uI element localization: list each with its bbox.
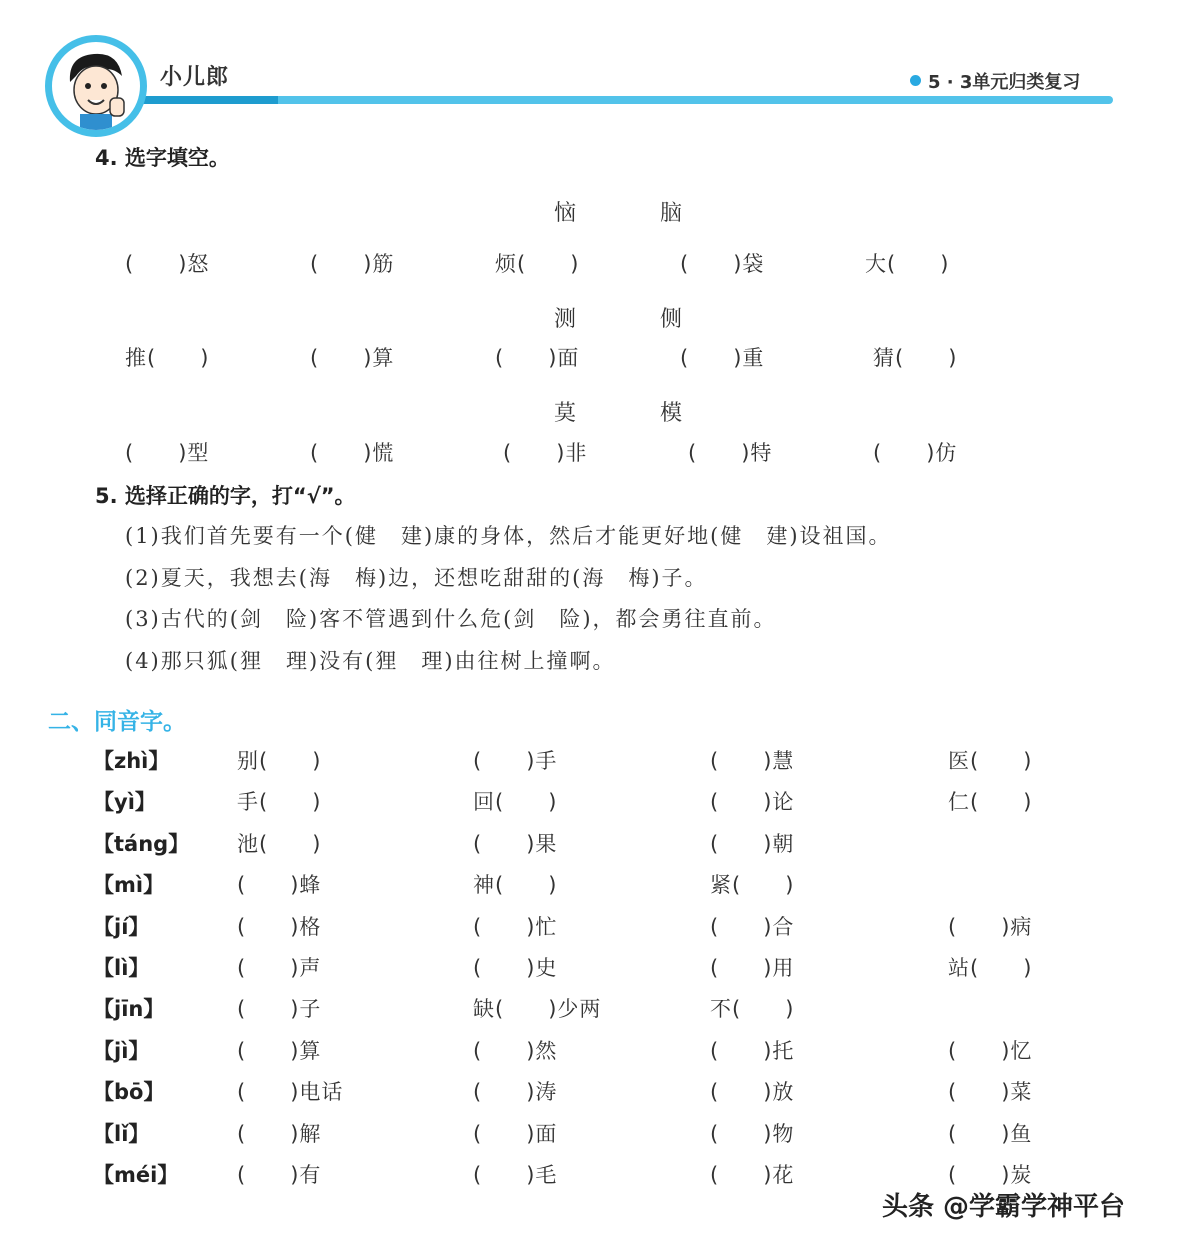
homophone-cell: 回( ) [473, 790, 558, 814]
homophone-cell: ( )合 [710, 915, 795, 939]
homophone-cell: 缺( )少两 [473, 997, 602, 1021]
fill-blank-cell: ( )特 [688, 441, 773, 465]
fill-blank-cell: 烦( ) [495, 252, 580, 276]
fill-blank-cell: 大( ) [865, 252, 950, 276]
homophone-cell: ( )忆 [948, 1039, 1033, 1063]
fill-blank-cell: ( )重 [680, 346, 765, 370]
homophone-cell: ( )格 [237, 915, 322, 939]
homophone-cell: ( )声 [237, 956, 322, 980]
homophone-cell: ( )托 [710, 1039, 795, 1063]
homophone-cell: ( )子 [237, 997, 322, 1021]
pinyin-label: 【méi】 [93, 1163, 179, 1187]
pinyin-label: 【lì】 [93, 956, 150, 980]
homophone-cell: ( )然 [473, 1039, 558, 1063]
fill-blank-cell: 猜( ) [873, 346, 958, 370]
fill-blank-cell: ( )仿 [873, 441, 958, 465]
homophone-cell: ( )电话 [237, 1080, 344, 1104]
fill-blank-cell: ( )慌 [310, 441, 395, 465]
homophone-cell: ( )忙 [473, 915, 558, 939]
sentence-item: (3)古代的(剑 险)客不管遇到什么危(剑 险)，都会勇往直前。 [125, 607, 777, 631]
homophone-cell: 紧( ) [710, 873, 795, 897]
homophone-cell: ( )朝 [710, 832, 795, 856]
char-pair-option: 脑 [660, 201, 683, 226]
char-pair-option: 侧 [660, 307, 683, 332]
homophone-cell: ( )毛 [473, 1163, 558, 1187]
mascot-logo [45, 35, 147, 137]
homophone-cell: ( )解 [237, 1122, 322, 1146]
homophone-cell: 仁( ) [948, 790, 1033, 814]
pinyin-label: 【lǐ】 [93, 1122, 150, 1146]
homophone-cell: ( )放 [710, 1080, 795, 1104]
section-title: 二、同音字。 [48, 709, 186, 735]
homophone-cell: ( )花 [710, 1163, 795, 1187]
homophone-cell: ( )蜂 [237, 873, 322, 897]
homophone-cell: 医( ) [948, 749, 1033, 773]
fill-blank-cell: ( )面 [495, 346, 580, 370]
homophone-cell: 池( ) [237, 832, 322, 856]
homophone-cell: ( )病 [948, 915, 1033, 939]
homophone-cell: ( )论 [710, 790, 795, 814]
header-bar-accent [138, 96, 278, 104]
question-5-title: 5. 选择正确的字，打“√”。 [95, 484, 356, 508]
fill-blank-cell: 推( ) [125, 346, 210, 370]
char-pair-option: 莫 [554, 401, 577, 426]
homophone-cell: ( )算 [237, 1039, 322, 1063]
unit-title: 5 · 3单元归类复习 [928, 72, 1081, 93]
char-pair-option: 模 [660, 401, 683, 426]
pinyin-label: 【jí】 [93, 915, 150, 939]
homophone-cell: 不( ) [710, 997, 795, 1021]
brand-name: 小儿郎 [160, 65, 230, 90]
homophone-cell: ( )史 [473, 956, 558, 980]
fill-blank-cell: ( )筋 [310, 252, 395, 276]
homophone-cell: ( )菜 [948, 1080, 1033, 1104]
fill-blank-cell: ( )型 [125, 441, 210, 465]
homophone-cell: ( )有 [237, 1163, 322, 1187]
fill-blank-cell: ( )非 [503, 441, 588, 465]
homophone-cell: ( )炭 [948, 1163, 1033, 1187]
homophone-cell: 站( ) [948, 956, 1033, 980]
fill-blank-cell: ( )怒 [125, 252, 210, 276]
homophone-cell: 别( ) [237, 749, 322, 773]
question-4-title: 4. 选字填空。 [95, 146, 230, 170]
sentence-item: (2)夏天，我想去(海 梅)边，还想吃甜甜的(海 梅)子。 [125, 566, 708, 590]
homophone-cell: 手( ) [237, 790, 322, 814]
pinyin-label: 【táng】 [93, 832, 190, 856]
header-bar [138, 96, 1113, 104]
homophone-cell: 神( ) [473, 873, 558, 897]
pinyin-label: 【yì】 [93, 790, 156, 814]
bullet-dot-icon [910, 75, 921, 86]
sentence-item: (4)那只狐(狸 理)没有(狸 理)由往树上撞啊。 [125, 649, 616, 673]
fill-blank-cell: ( )算 [310, 346, 395, 370]
char-pair-option: 恼 [554, 201, 577, 226]
pinyin-label: 【zhì】 [93, 749, 170, 773]
char-pair-option: 测 [554, 307, 577, 332]
fill-blank-cell: ( )袋 [680, 252, 765, 276]
homophone-cell: ( )果 [473, 832, 558, 856]
homophone-cell: ( )用 [710, 956, 795, 980]
pinyin-label: 【jì】 [93, 1039, 150, 1063]
sentence-item: (1)我们首先要有一个(健 建)康的身体，然后才能更好地(健 建)设祖国。 [125, 524, 892, 548]
pinyin-label: 【mì】 [93, 873, 165, 897]
pinyin-label: 【bō】 [93, 1080, 165, 1104]
homophone-cell: ( )手 [473, 749, 558, 773]
homophone-cell: ( )慧 [710, 749, 795, 773]
homophone-cell: ( )涛 [473, 1080, 558, 1104]
homophone-cell: ( )物 [710, 1122, 795, 1146]
watermark: 头条 @学霸学神平台 [882, 1192, 1126, 1222]
homophone-cell: ( )鱼 [948, 1122, 1033, 1146]
homophone-cell: ( )面 [473, 1122, 558, 1146]
boy-mascot-icon [52, 42, 140, 130]
pinyin-label: 【jīn】 [93, 997, 165, 1021]
